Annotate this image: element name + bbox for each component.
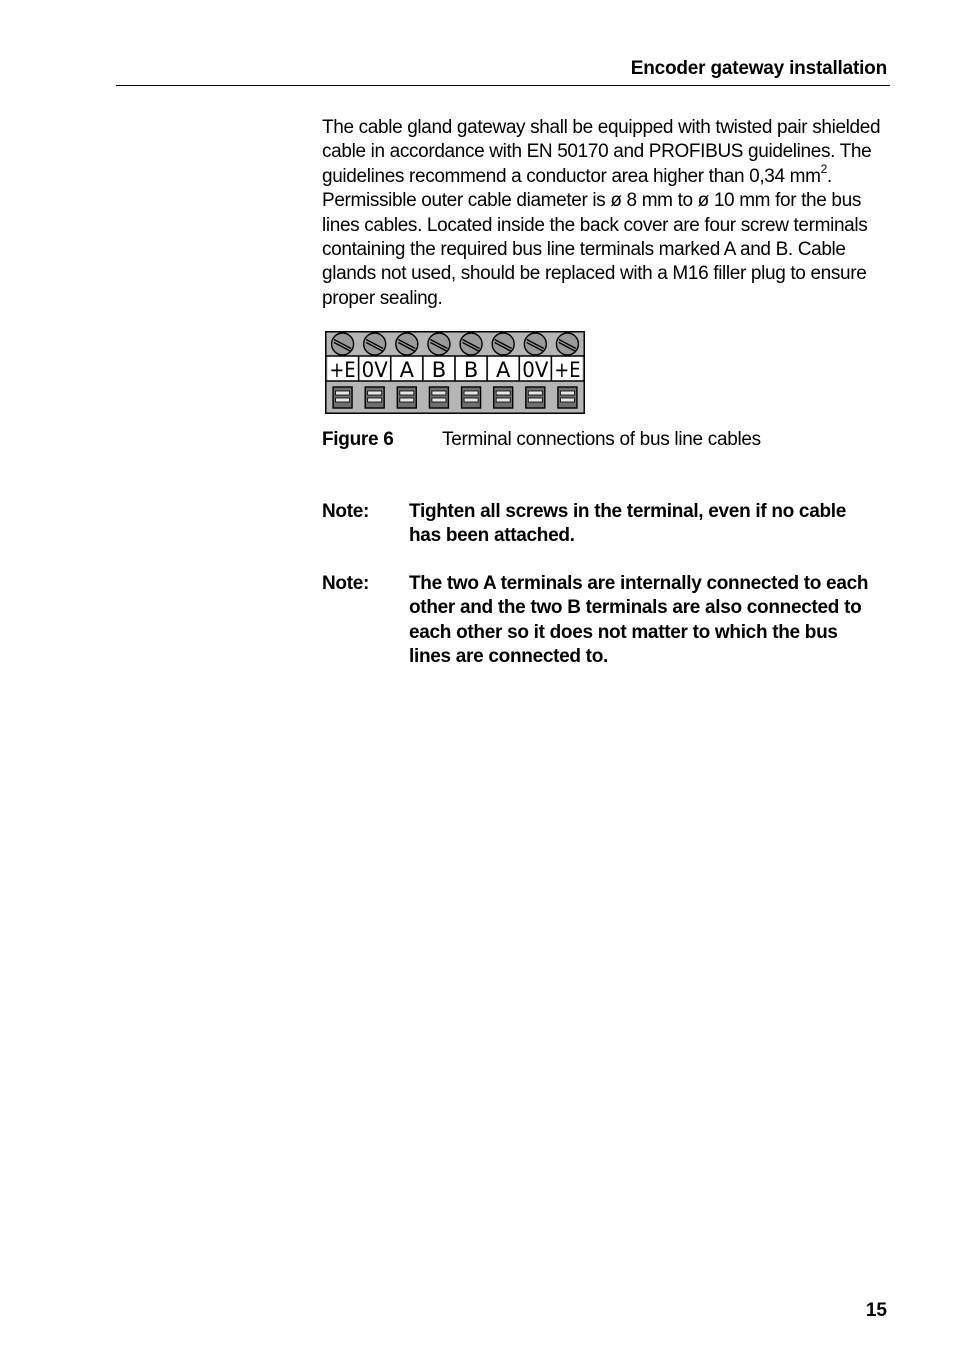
clamp-inner-bar [528,391,542,395]
clamp-inner-bar [368,398,382,402]
terminal-clamp-icon [365,387,384,408]
terminal-label: A [496,358,511,382]
terminal-label: 0V [522,358,549,382]
header-rule [116,85,890,86]
terminal-clamp-icon [526,387,545,408]
clamp-inner-bar [560,398,574,402]
body-paragraph-part-2: . Permissible outer cable diameter is ø 8 mm to ø 10 mm for the bus lines cables. Located inside the back cover are four screw terminals containing the required bus line terminals marked A and B. Cable glands not used, should be replaced with a M16 filler plug to ensure proper sealing. [322,165,868,309]
note-tighten-screws [322,500,882,552]
note-label: Note: [322,501,370,522]
terminal-label: A [399,358,414,382]
page-header-title: Encoder gateway installation [630,58,887,79]
note-text: The two A terminals are internally connected to each other and the two B terminals are also connected to each other so it does not matter to which the bus lines are connected to. [409,573,869,668]
clamp-inner-bar [464,398,478,402]
terminal-label: +E [329,358,356,382]
figure-caption [322,428,761,452]
note-label: Note: [322,573,370,594]
clamp-inner-bar [496,398,510,402]
clamp-inner-bar [528,398,542,402]
body-paragraph-part-1: The cable gland gateway shall be equipped with twisted pair shielded cable in accordance with EN 50170 and PROFIBUS guidelines. The guidelines recommend a conductor area higher than 0,34 mm [322,117,881,187]
clamp-inner-bar [400,391,414,395]
clamp-inner-bar [432,398,446,402]
terminal-label: B [431,358,447,382]
clamp-inner-bar [496,391,510,395]
terminal-label: B [463,358,479,382]
figure-label: Figure 6 [322,429,394,450]
terminal-label: 0V [361,358,389,382]
clamp-inner-bar [560,391,574,395]
terminal-clamp-icon [397,387,416,408]
terminal-label: +E [554,358,581,382]
terminal-clamp-icon [462,387,481,408]
figure-caption-text: Terminal connections of bus line cables [442,429,761,450]
note-terminal-connections [322,572,882,672]
clamp-inner-bar [368,391,382,395]
clamp-inner-bar [464,391,478,395]
page-number: 15 [865,1300,887,1321]
clamp-inner-bar [336,391,350,395]
terminal-clamp-icon [333,387,352,408]
terminal-clamp-icon [558,387,577,408]
clamp-inner-bar [432,391,446,395]
terminal-clamp-icon [429,387,448,408]
clamp-inner-bar [400,398,414,402]
body-paragraph-superscript: 2 [820,162,827,177]
terminal-block-figure [325,331,585,414]
body-paragraph [322,116,882,311]
clamp-inner-bar [336,398,350,402]
terminal-clamp-icon [494,387,513,408]
note-text: Tighten all screws in the terminal, even if no cable has been attached. [409,501,847,547]
